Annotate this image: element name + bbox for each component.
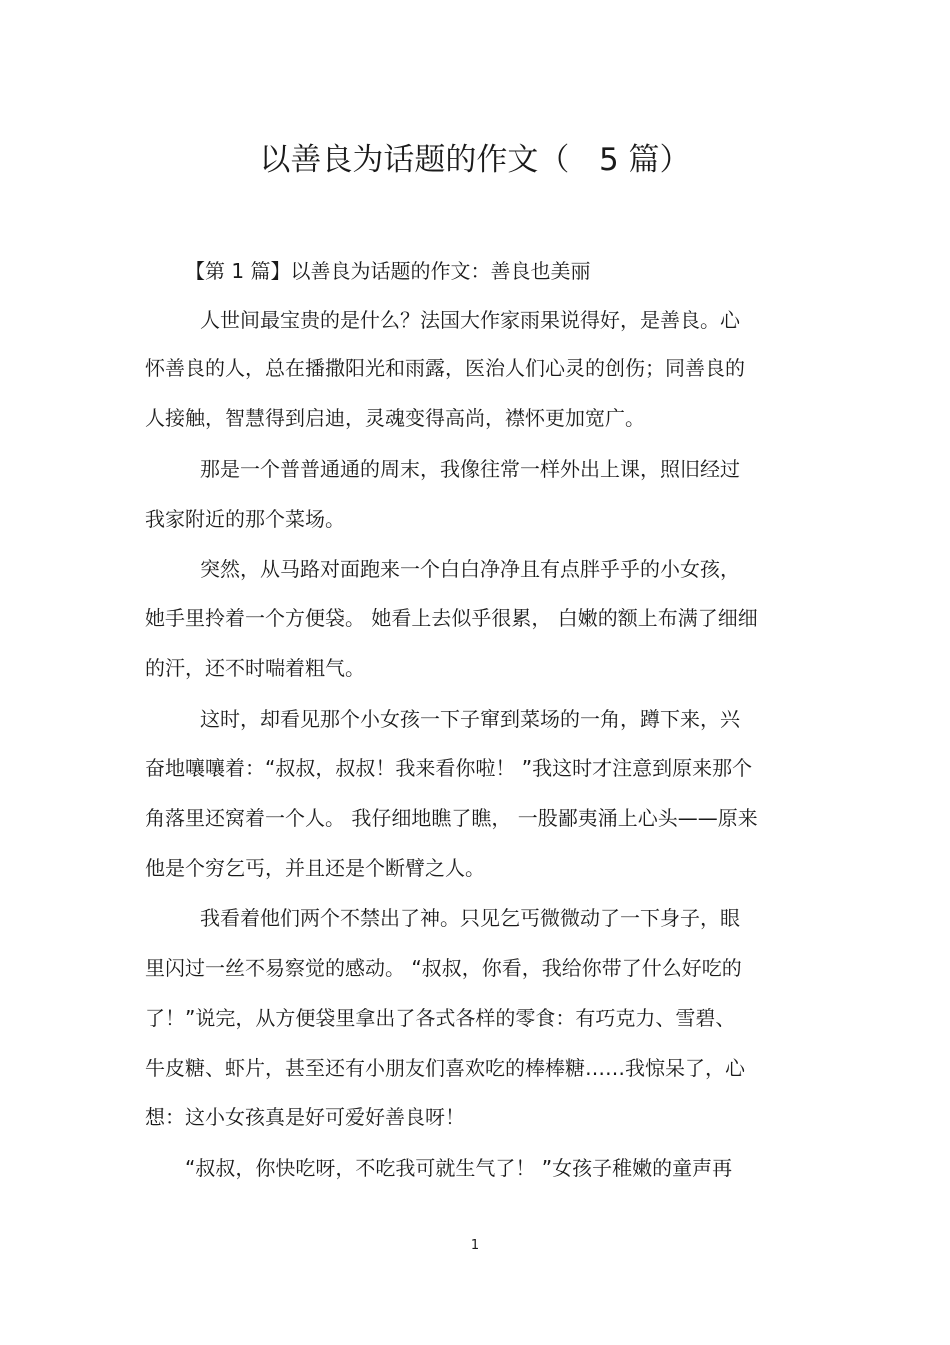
- paragraph-line: 那是一个普普通通的周末，我像往常一样外出上课，照旧经过: [200, 457, 740, 481]
- section-heading: 【第 1 篇】以善良为话题的作文：善良也美丽: [185, 259, 591, 283]
- paragraph-line: 这时，却看见那个小女孩一下子窜到菜场的一角，蹲下来，兴: [200, 707, 740, 731]
- paragraph-line: 角落里还窝着一个人。 我仔细地瞧了瞧， 一股鄙夷涌上心头——原来: [145, 806, 758, 830]
- paragraph-line: 我看着他们两个不禁出了神。只见乞丐微微动了一下身子，眼: [200, 906, 740, 930]
- document-title: 以善良为话题的作文（ 5 篇）: [259, 142, 691, 178]
- paragraph-line: 人世间最宝贵的是什么？法国大作家雨果说得好，是善良。心: [200, 308, 740, 332]
- paragraph-line: 的汗，还不时喘着粗气。: [145, 656, 365, 680]
- paragraph-line: 她手里拎着一个方便袋。 她看上去似乎很累， 白嫩的额上布满了细细: [145, 606, 758, 630]
- paragraph-line: 了！”说完，从方便袋里拿出了各式各样的零食：有巧克力、雪碧、: [145, 1006, 736, 1030]
- paragraph-line: 我家附近的那个菜场。: [145, 507, 345, 531]
- paragraph-line: 想：这小女孩真是好可爱好善良呀！: [145, 1105, 465, 1129]
- paragraph-line: 怀善良的人，总在播撒阳光和雨露，医治人们心灵的创伤；同善良的: [145, 356, 745, 380]
- paragraph-line: 里闪过一丝不易察觉的感动。 “叔叔，你看，我给你带了什么好吃的: [145, 956, 742, 980]
- paragraph-line: 奋地嚷嚷着：“叔叔，叔叔！我来看你啦！ ”我这时才注意到原来那个: [145, 756, 753, 780]
- paragraph-line: 他是个穷乞丐，并且还是个断臂之人。: [145, 856, 485, 880]
- paragraph-line: 牛皮糖、虾片，甚至还有小朋友们喜欢吃的棒棒糖……我惊呆了，心: [145, 1056, 745, 1080]
- paragraph-line: 突然，从马路对面跑来一个白白净净且有点胖乎乎的小女孩，: [200, 557, 740, 581]
- page-number: 1: [470, 1238, 480, 1253]
- paragraph-line: 人接触，智慧得到启迪，灵魂变得高尚，襟怀更加宽广。: [145, 406, 645, 430]
- paragraph-line: “叔叔，你快吃呀，不吃我可就生气了！ ”女孩子稚嫩的童声再: [185, 1156, 733, 1180]
